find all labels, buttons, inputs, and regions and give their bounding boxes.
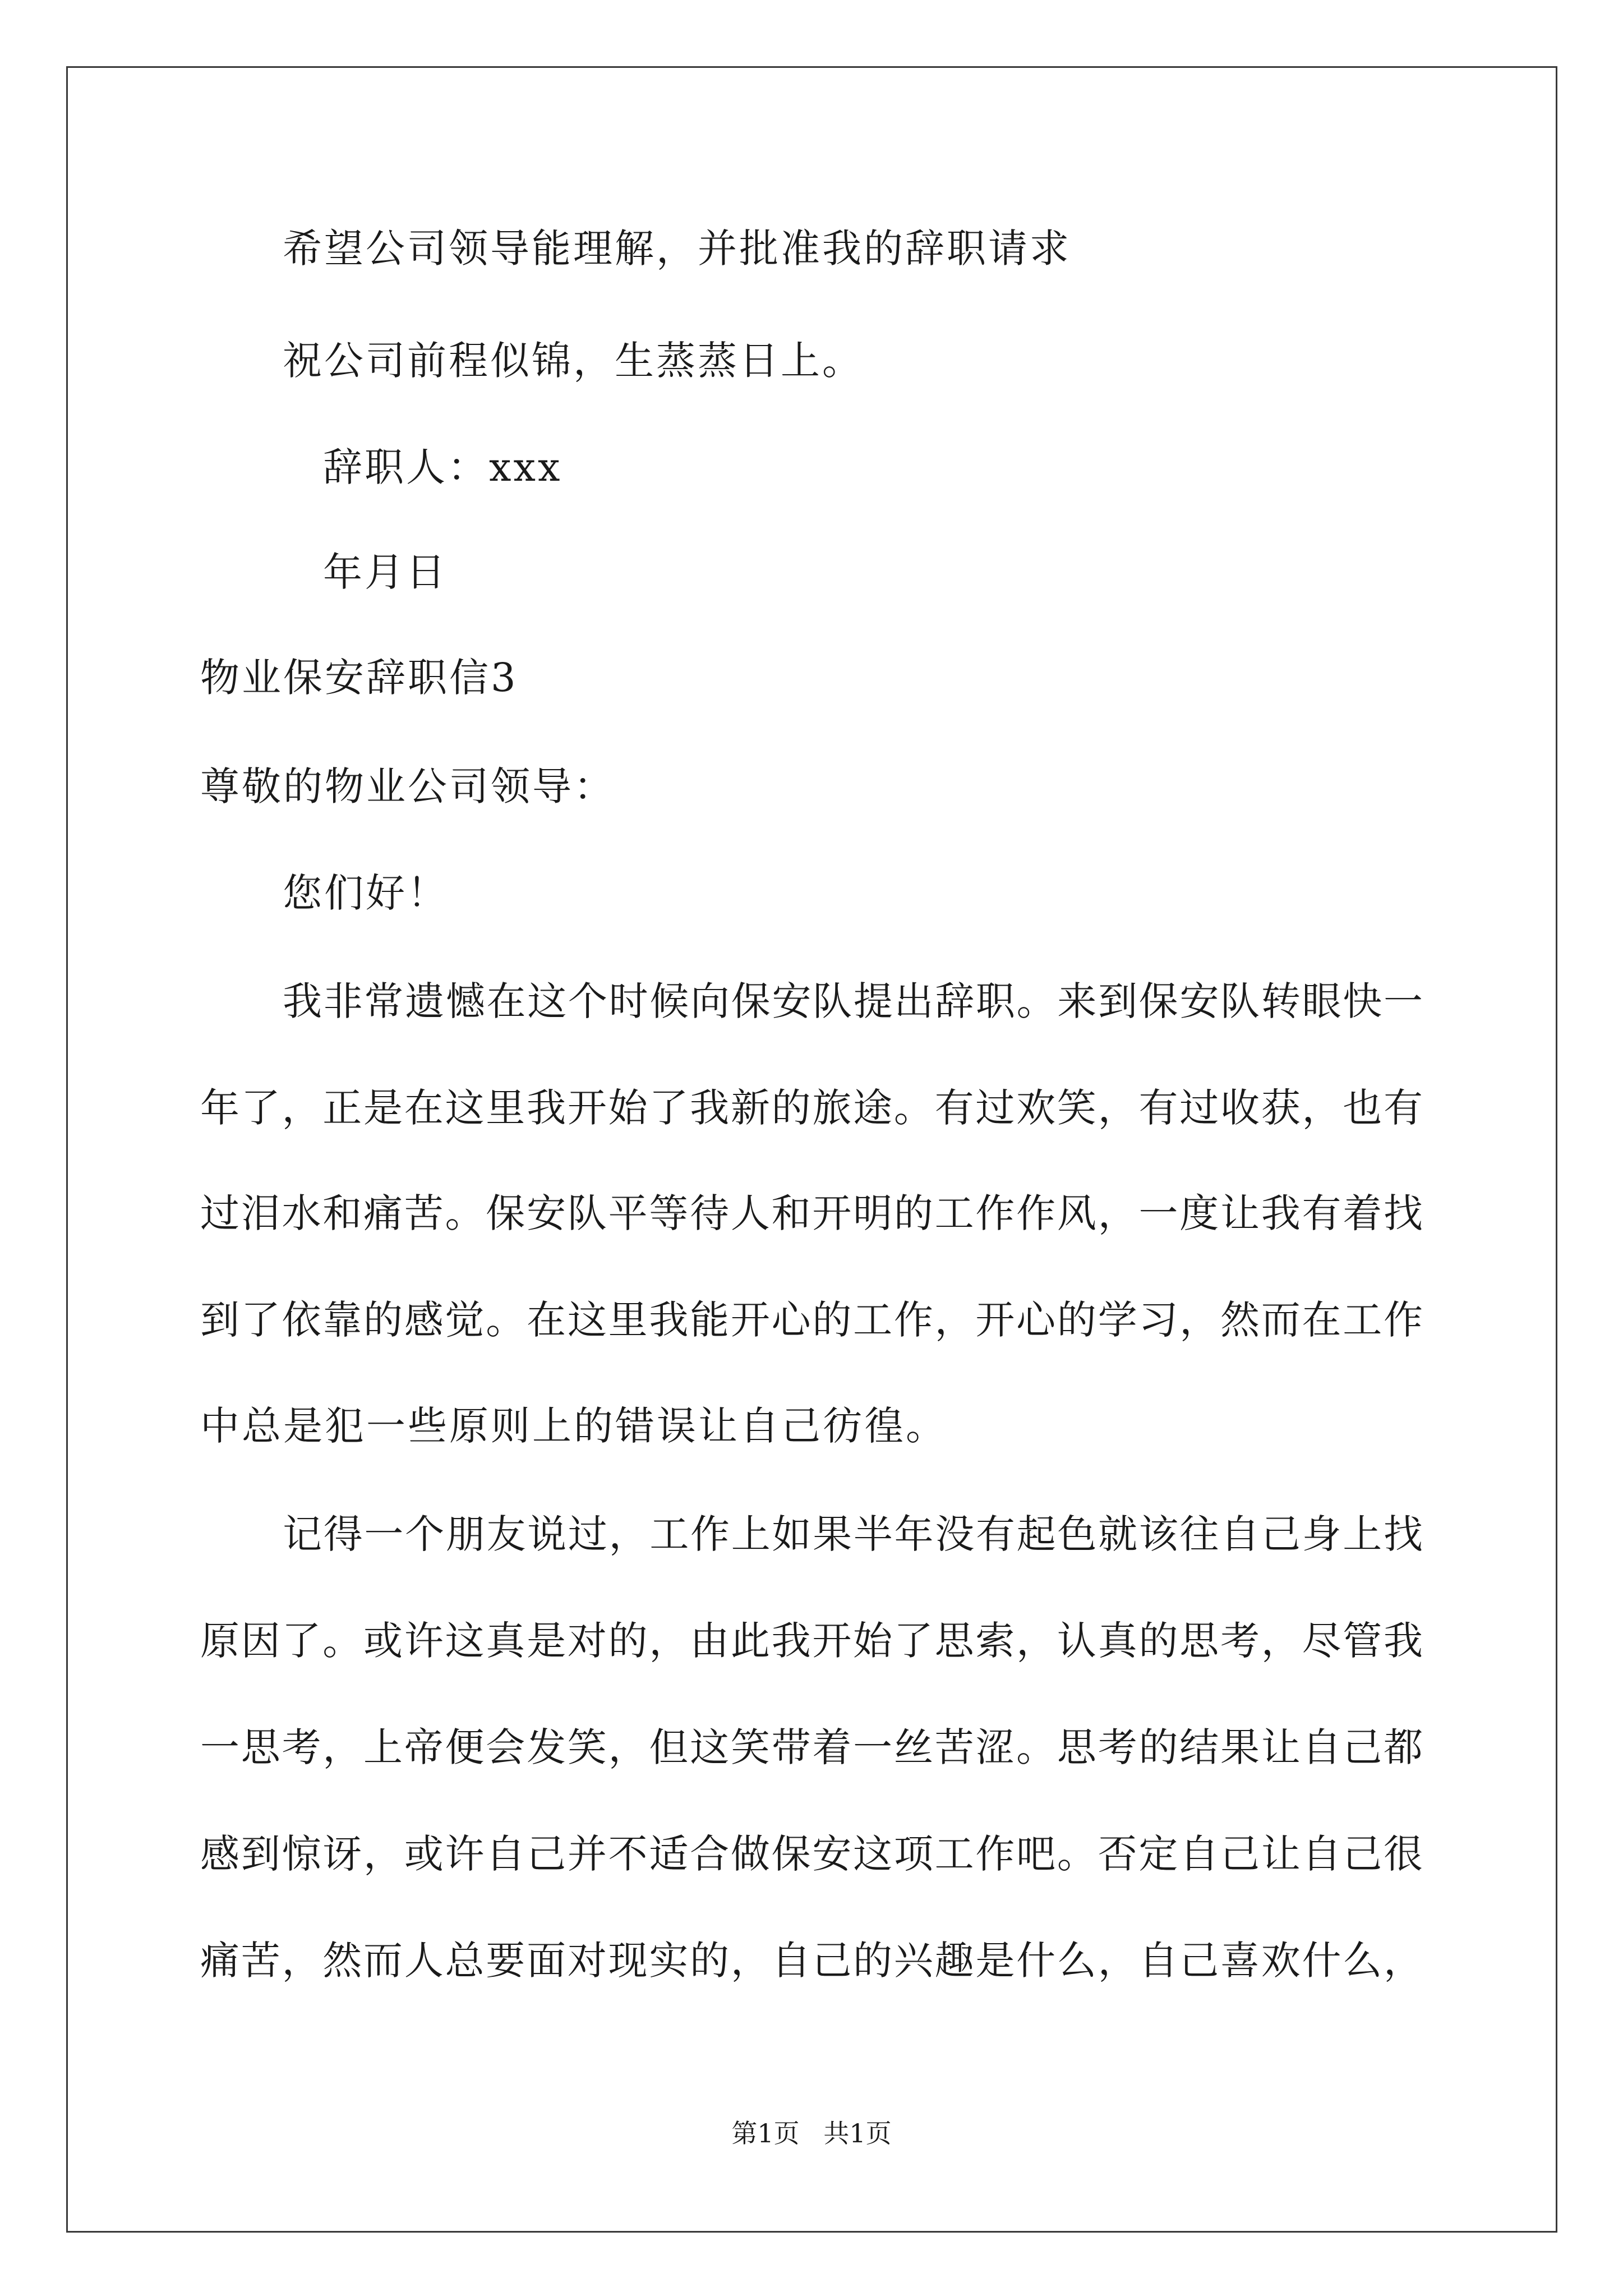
paragraph2-line: 记得一个朋友说过，工作上如果半年没有起色就该往自己身上找 bbox=[283, 1511, 1424, 1557]
paragraph1-line: 到了依靠的感觉。在这里我能开心的工作，开心的学习，然而在工作 bbox=[200, 1297, 1424, 1343]
paragraph2-line: 感到惊讶，或许自己并不适合做保安这项工作吧。否定自己让自己很 bbox=[200, 1831, 1424, 1877]
paragraph2-line: 痛苦，然而人总要面对现实的，自己的兴趣是什么，自己喜欢什么， bbox=[200, 1938, 1424, 1984]
page-border bbox=[66, 66, 1557, 2233]
closing-line-1: 希望公司领导能理解，并批准我的辞职请求 bbox=[283, 226, 1071, 272]
page-total: 共1页 bbox=[823, 2118, 892, 2148]
paragraph1-line: 年了，正是在这里我开始了我新的旅途。有过欢笑，有过收获，也有 bbox=[200, 1085, 1424, 1131]
page-number: 第1页 bbox=[731, 2118, 800, 2148]
date-line: 年月日 bbox=[323, 549, 448, 595]
salutation: 尊敬的物业公司领导： bbox=[200, 763, 615, 809]
closing-line-2: 祝公司前程似锦，生蒸蒸日上。 bbox=[283, 338, 864, 384]
letter-title: 物业保安辞职信3 bbox=[200, 655, 518, 701]
paragraph2-line: 原因了。或许这真是对的，由此我开始了思索，认真的思考，尽管我 bbox=[200, 1618, 1424, 1664]
paragraph2-line: 一思考，上帝便会发笑，但这笑带着一丝苦涩。思考的结果让自己都 bbox=[200, 1724, 1424, 1770]
signature-line: 辞职人：xxx bbox=[323, 444, 562, 490]
paragraph1-line: 过泪水和痛苦。保安队平等待人和开明的工作作风，一度让我有着找 bbox=[200, 1190, 1424, 1236]
paragraph1-line: 我非常遗憾在这个时候向保安队提出辞职。来到保安队转眼快一 bbox=[283, 978, 1424, 1024]
page-footer bbox=[0, 2116, 1623, 2150]
greeting: 您们好！ bbox=[283, 870, 449, 916]
paragraph1-line: 中总是犯一些原则上的错误让自己彷徨。 bbox=[200, 1403, 947, 1449]
